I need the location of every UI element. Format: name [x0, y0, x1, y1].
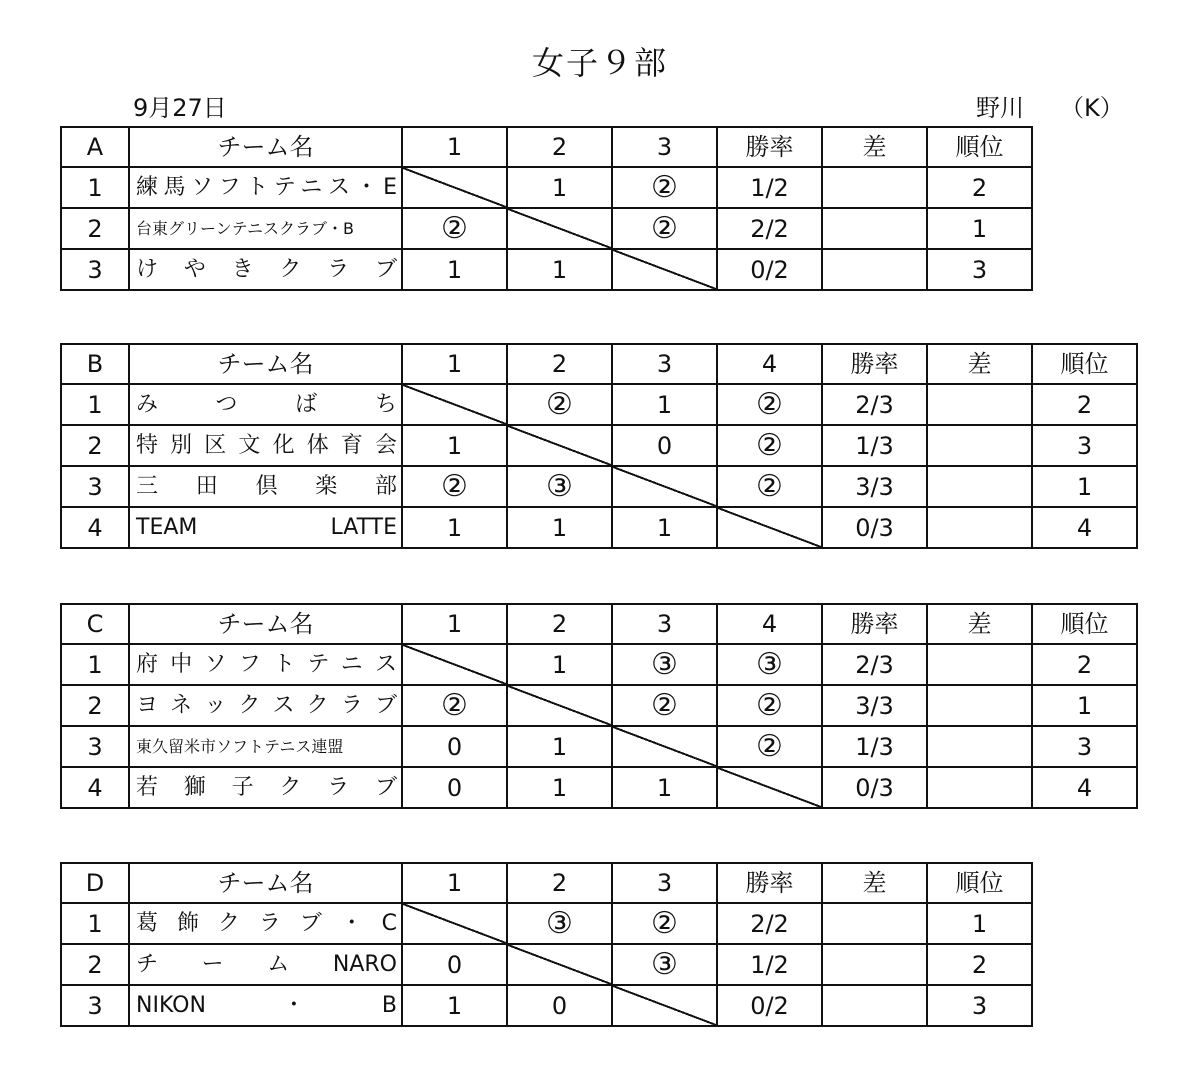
team-name-cell	[129, 507, 402, 548]
self-match-cell	[507, 944, 612, 985]
self-match-cell	[402, 644, 507, 685]
team-row	[61, 944, 1032, 985]
column-header: 勝率	[822, 344, 927, 384]
point-diff	[822, 944, 927, 985]
team-name-cell	[129, 685, 402, 726]
point-diff	[927, 507, 1032, 548]
win-rate: 2/3	[822, 644, 927, 685]
team-name-cell	[129, 384, 402, 425]
point-diff	[927, 384, 1032, 425]
column-header: 3	[612, 863, 717, 903]
match-result: 0	[507, 985, 612, 1026]
match-result: 0	[612, 425, 717, 466]
match-result: ②	[717, 466, 822, 507]
team-row	[61, 985, 1032, 1026]
team-rank: 2	[927, 944, 1032, 985]
win-rate: 1/2	[717, 167, 822, 208]
match-result: 1	[402, 985, 507, 1026]
match-result: ②	[612, 208, 717, 249]
group-label: D	[61, 863, 129, 903]
team-name-cell	[129, 249, 402, 290]
column-header: 2	[507, 127, 612, 167]
match-result: ②	[402, 685, 507, 726]
column-header: 1	[402, 604, 507, 644]
team-number: 1	[61, 384, 129, 425]
team-row	[61, 644, 1137, 685]
team-name: TEAM LATTE	[136, 514, 397, 540]
team-name: 府中ソフトテニス	[136, 651, 397, 677]
group-label: A	[61, 127, 129, 167]
team-rank: 3	[927, 249, 1032, 290]
match-result: ③	[717, 644, 822, 685]
self-match-cell	[402, 384, 507, 425]
header-row	[61, 127, 1032, 167]
match-result: 1	[507, 167, 612, 208]
team-number: 1	[61, 644, 129, 685]
team-name-cell	[129, 944, 402, 985]
match-result: ②	[612, 685, 717, 726]
match-result: ②	[402, 208, 507, 249]
column-header: 1	[402, 863, 507, 903]
column-header: 3	[612, 127, 717, 167]
win-rate: 1/3	[822, 726, 927, 767]
win-rate: 3/3	[822, 685, 927, 726]
team-name-cell	[129, 167, 402, 208]
team-name-cell	[129, 466, 402, 507]
self-match-cell	[402, 167, 507, 208]
team-rank: 3	[927, 985, 1032, 1026]
group-b-table	[60, 343, 1138, 549]
team-row	[61, 425, 1137, 466]
match-result: 1	[402, 249, 507, 290]
column-header: 順位	[1032, 344, 1137, 384]
team-number: 3	[61, 466, 129, 507]
team-number: 2	[61, 208, 129, 249]
column-header: チーム名	[129, 127, 402, 167]
team-rank: 4	[1032, 507, 1137, 548]
team-name: 台東グリーンテニスクラブ・B	[136, 218, 355, 238]
match-result: ②	[612, 167, 717, 208]
column-header: 3	[612, 604, 717, 644]
match-result: ③	[507, 466, 612, 507]
column-header: チーム名	[129, 604, 402, 644]
point-diff	[927, 767, 1032, 808]
team-row	[61, 249, 1032, 290]
match-result: ②	[402, 466, 507, 507]
team-name: チームNARO	[136, 951, 397, 977]
point-diff	[822, 208, 927, 249]
column-header: 順位	[927, 127, 1032, 167]
header-row	[61, 604, 1137, 644]
match-result: 0	[402, 944, 507, 985]
match-result: 1	[402, 507, 507, 548]
team-number: 3	[61, 249, 129, 290]
match-result: ②	[717, 384, 822, 425]
self-match-cell	[612, 985, 717, 1026]
self-match-cell	[612, 466, 717, 507]
team-name-cell	[129, 425, 402, 466]
win-rate: 0/2	[717, 985, 822, 1026]
team-name: 若獅子クラブ	[136, 774, 397, 800]
point-diff	[927, 466, 1032, 507]
team-name: 東久留米市ソフトテニス連盟	[136, 736, 344, 756]
match-result: 1	[507, 767, 612, 808]
team-number: 1	[61, 903, 129, 944]
self-match-cell	[612, 249, 717, 290]
team-rank: 2	[1032, 644, 1137, 685]
self-match-cell	[612, 726, 717, 767]
match-result: ②	[612, 903, 717, 944]
team-name-cell	[129, 644, 402, 685]
win-rate: 2/2	[717, 208, 822, 249]
match-result: 1	[507, 507, 612, 548]
match-result: ③	[612, 644, 717, 685]
header-row	[61, 344, 1137, 384]
column-header: 1	[402, 127, 507, 167]
team-name: 葛飾クラブ・C	[136, 910, 397, 936]
column-header: 4	[717, 604, 822, 644]
team-name: 練馬ソフトテニス・E	[136, 174, 397, 200]
team-number: 3	[61, 985, 129, 1026]
venue	[976, 88, 1124, 123]
win-rate: 2/2	[717, 903, 822, 944]
team-row	[61, 767, 1137, 808]
column-header: 2	[507, 344, 612, 384]
team-number: 2	[61, 944, 129, 985]
match-result: 1	[507, 249, 612, 290]
self-match-cell	[507, 208, 612, 249]
win-rate: 2/3	[822, 384, 927, 425]
team-rank: 1	[1032, 685, 1137, 726]
team-name-cell	[129, 726, 402, 767]
column-header: 4	[717, 344, 822, 384]
team-rank: 3	[1032, 726, 1137, 767]
team-name: 特別区文化体育会	[136, 432, 397, 458]
column-header: 順位	[1032, 604, 1137, 644]
column-header: 勝率	[717, 127, 822, 167]
self-match-cell	[402, 903, 507, 944]
team-row	[61, 507, 1137, 548]
win-rate: 0/3	[822, 507, 927, 548]
column-header: チーム名	[129, 344, 402, 384]
self-match-cell	[507, 685, 612, 726]
group-a-table	[60, 126, 1033, 291]
team-number: 4	[61, 507, 129, 548]
team-rank: 3	[1032, 425, 1137, 466]
team-row	[61, 685, 1137, 726]
team-name: みつばち	[136, 391, 397, 417]
match-result: 1	[507, 644, 612, 685]
team-name: ヨネックスクラブ	[136, 692, 397, 718]
venue-name: 野川	[976, 94, 1024, 122]
column-header: 2	[507, 604, 612, 644]
match-result: 1	[507, 726, 612, 767]
column-header: 差	[822, 863, 927, 903]
match-result: ③	[507, 903, 612, 944]
team-row	[61, 466, 1137, 507]
match-result: 1	[612, 384, 717, 425]
team-number: 4	[61, 767, 129, 808]
team-rank: 1	[1032, 466, 1137, 507]
team-rank: 2	[927, 167, 1032, 208]
point-diff	[822, 249, 927, 290]
win-rate: 0/2	[717, 249, 822, 290]
point-diff	[927, 425, 1032, 466]
match-result: 1	[402, 425, 507, 466]
match-result: ②	[507, 384, 612, 425]
team-row	[61, 903, 1032, 944]
column-header: 勝率	[717, 863, 822, 903]
point-diff	[822, 903, 927, 944]
self-match-cell	[717, 507, 822, 548]
self-match-cell	[717, 767, 822, 808]
team-name: けやきクラブ	[136, 256, 397, 282]
match-result: 0	[402, 767, 507, 808]
match-result: ③	[612, 944, 717, 985]
team-number: 1	[61, 167, 129, 208]
win-rate: 1/2	[717, 944, 822, 985]
team-name-cell	[129, 208, 402, 249]
column-header: チーム名	[129, 863, 402, 903]
match-result: 1	[612, 767, 717, 808]
point-diff	[822, 167, 927, 208]
team-name-cell	[129, 985, 402, 1026]
self-match-cell	[507, 425, 612, 466]
point-diff	[927, 726, 1032, 767]
column-header: 差	[927, 604, 1032, 644]
match-date: 9月27日	[133, 94, 227, 122]
venue-code: （K）	[1060, 94, 1124, 122]
column-header: 勝率	[822, 604, 927, 644]
team-row	[61, 208, 1032, 249]
column-header: 3	[612, 344, 717, 384]
match-result: 1	[612, 507, 717, 548]
team-number: 3	[61, 726, 129, 767]
point-diff	[927, 644, 1032, 685]
point-diff	[822, 985, 927, 1026]
team-name-cell	[129, 903, 402, 944]
win-rate: 1/3	[822, 425, 927, 466]
group-label: C	[61, 604, 129, 644]
column-header: 2	[507, 863, 612, 903]
page-title: 女子９部	[531, 44, 668, 82]
team-rank: 1	[927, 903, 1032, 944]
win-rate: 0/3	[822, 767, 927, 808]
match-result: 0	[402, 726, 507, 767]
win-rate: 3/3	[822, 466, 927, 507]
team-rank: 4	[1032, 767, 1137, 808]
column-header: 差	[927, 344, 1032, 384]
team-number: 2	[61, 425, 129, 466]
point-diff	[927, 685, 1032, 726]
match-result: ②	[717, 726, 822, 767]
group-label: B	[61, 344, 129, 384]
team-name-cell	[129, 767, 402, 808]
team-row	[61, 384, 1137, 425]
team-rank: 1	[927, 208, 1032, 249]
team-name: NIKON・B	[136, 992, 397, 1018]
match-result: ②	[717, 425, 822, 466]
match-result: ②	[717, 685, 822, 726]
team-row	[61, 167, 1032, 208]
team-row	[61, 726, 1137, 767]
column-header: 差	[822, 127, 927, 167]
team-name: 三田倶楽部	[136, 473, 397, 499]
team-rank: 2	[1032, 384, 1137, 425]
group-d-table	[60, 862, 1033, 1027]
team-number: 2	[61, 685, 129, 726]
column-header: 順位	[927, 863, 1032, 903]
column-header: 1	[402, 344, 507, 384]
group-c-table	[60, 603, 1138, 809]
header-row	[61, 863, 1032, 903]
